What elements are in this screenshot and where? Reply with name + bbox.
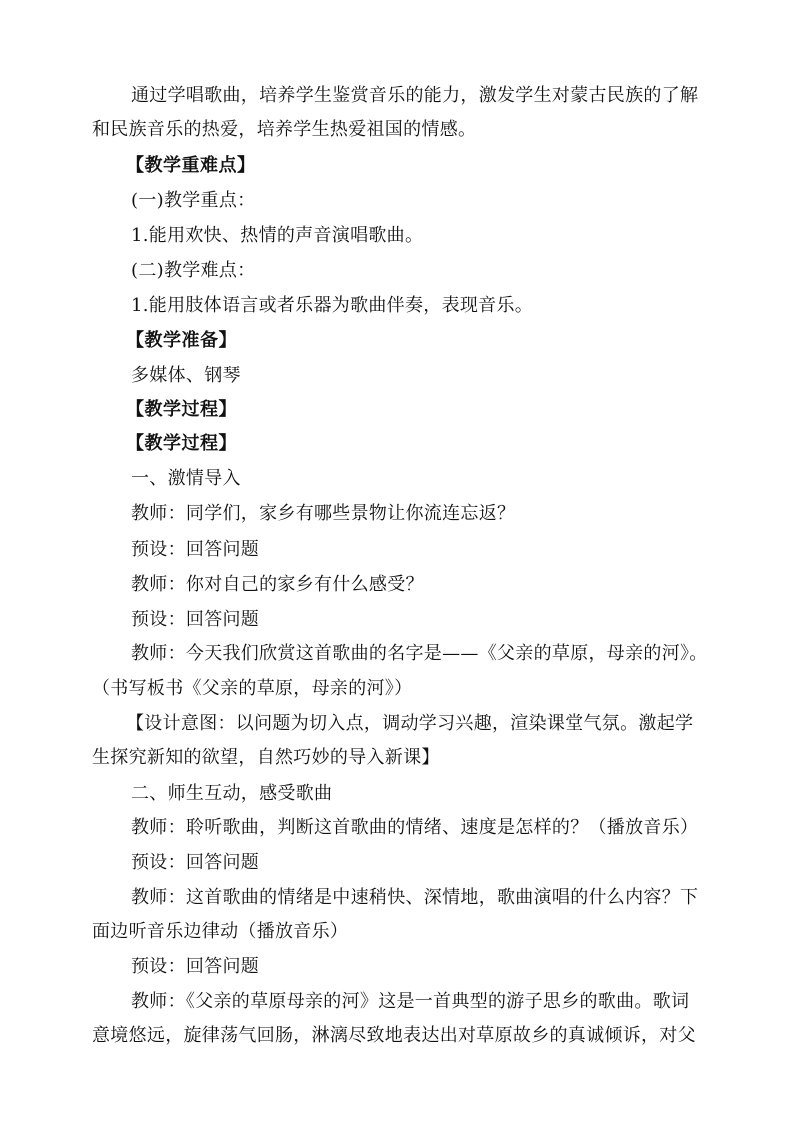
body-paragraph-line: 通过学唱歌曲，培养学生鉴赏音乐的能力，激发学生对蒙古民族的了解 bbox=[131, 85, 699, 106]
section-heading: 【教学准备】 bbox=[126, 330, 237, 351]
body-paragraph-line: 意境悠远，旋律荡气回肠，淋漓尽致地表达出对草原故乡的真诚倾诉，对父 bbox=[92, 1025, 696, 1046]
dialogue-line: 教师：同学们，家乡有哪些景物让你流连忘返？ bbox=[131, 503, 516, 524]
section-heading: 【教学过程】 bbox=[126, 433, 237, 454]
subsection-heading: (一)教学重点： bbox=[131, 190, 256, 211]
body-paragraph-line: （书写板书《父亲的草原，母亲的河》） bbox=[92, 678, 413, 699]
list-item: 1.能用欢快、热情的声音演唱歌曲。 bbox=[131, 225, 424, 246]
dialogue-line: 教师：今天我们欣赏这首歌曲的名字是——《父亲的草原，母亲的河》。 bbox=[131, 643, 708, 664]
dialogue-line: 预设：回答问题 bbox=[131, 539, 260, 560]
subsection-heading: 二、师生互动，感受歌曲 bbox=[131, 783, 333, 804]
dialogue-line: 教师：你对自己的家乡有什么感受？ bbox=[131, 574, 424, 595]
body-paragraph-line: 多媒体、钢琴 bbox=[131, 365, 241, 386]
subsection-heading: 一、激情导入 bbox=[131, 468, 241, 489]
dialogue-line: 教师：《父亲的草原母亲的河》这是一首典型的游子思乡的歌曲。歌词 bbox=[131, 991, 690, 1012]
subsection-heading: (二)教学难点： bbox=[131, 260, 256, 281]
section-heading: 【教学过程】 bbox=[126, 399, 237, 420]
dialogue-line: 教师：这首歌曲的情绪是中速稍快、深情地，歌曲演唱的什么内容？下 bbox=[131, 887, 699, 908]
dialogue-line: 预设：回答问题 bbox=[131, 956, 260, 977]
dialogue-line: 教师：聆听歌曲，判断这首歌曲的情绪、速度是怎样的？（播放音乐） bbox=[131, 817, 699, 838]
list-item: 1.能用肢体语言或者乐器为歌曲伴奏，表现音乐。 bbox=[131, 295, 534, 316]
dialogue-line: 预设：回答问题 bbox=[131, 609, 260, 630]
dialogue-line: 预设：回答问题 bbox=[131, 852, 260, 873]
body-paragraph-line: 面边听音乐边律动（播放音乐） bbox=[92, 921, 349, 942]
body-paragraph-line: 和民族音乐的热爱，培养学生热爱祖国的情感。 bbox=[92, 119, 477, 140]
section-heading: 【教学重难点】 bbox=[126, 155, 256, 176]
design-intent-line: 生探究新知的欲望，自然巧妙的导入新课】 bbox=[92, 747, 440, 768]
design-intent-line: 【设计意图：以问题为切入点，调动学习兴趣，渲染课堂气氛。激起学 bbox=[126, 713, 694, 734]
